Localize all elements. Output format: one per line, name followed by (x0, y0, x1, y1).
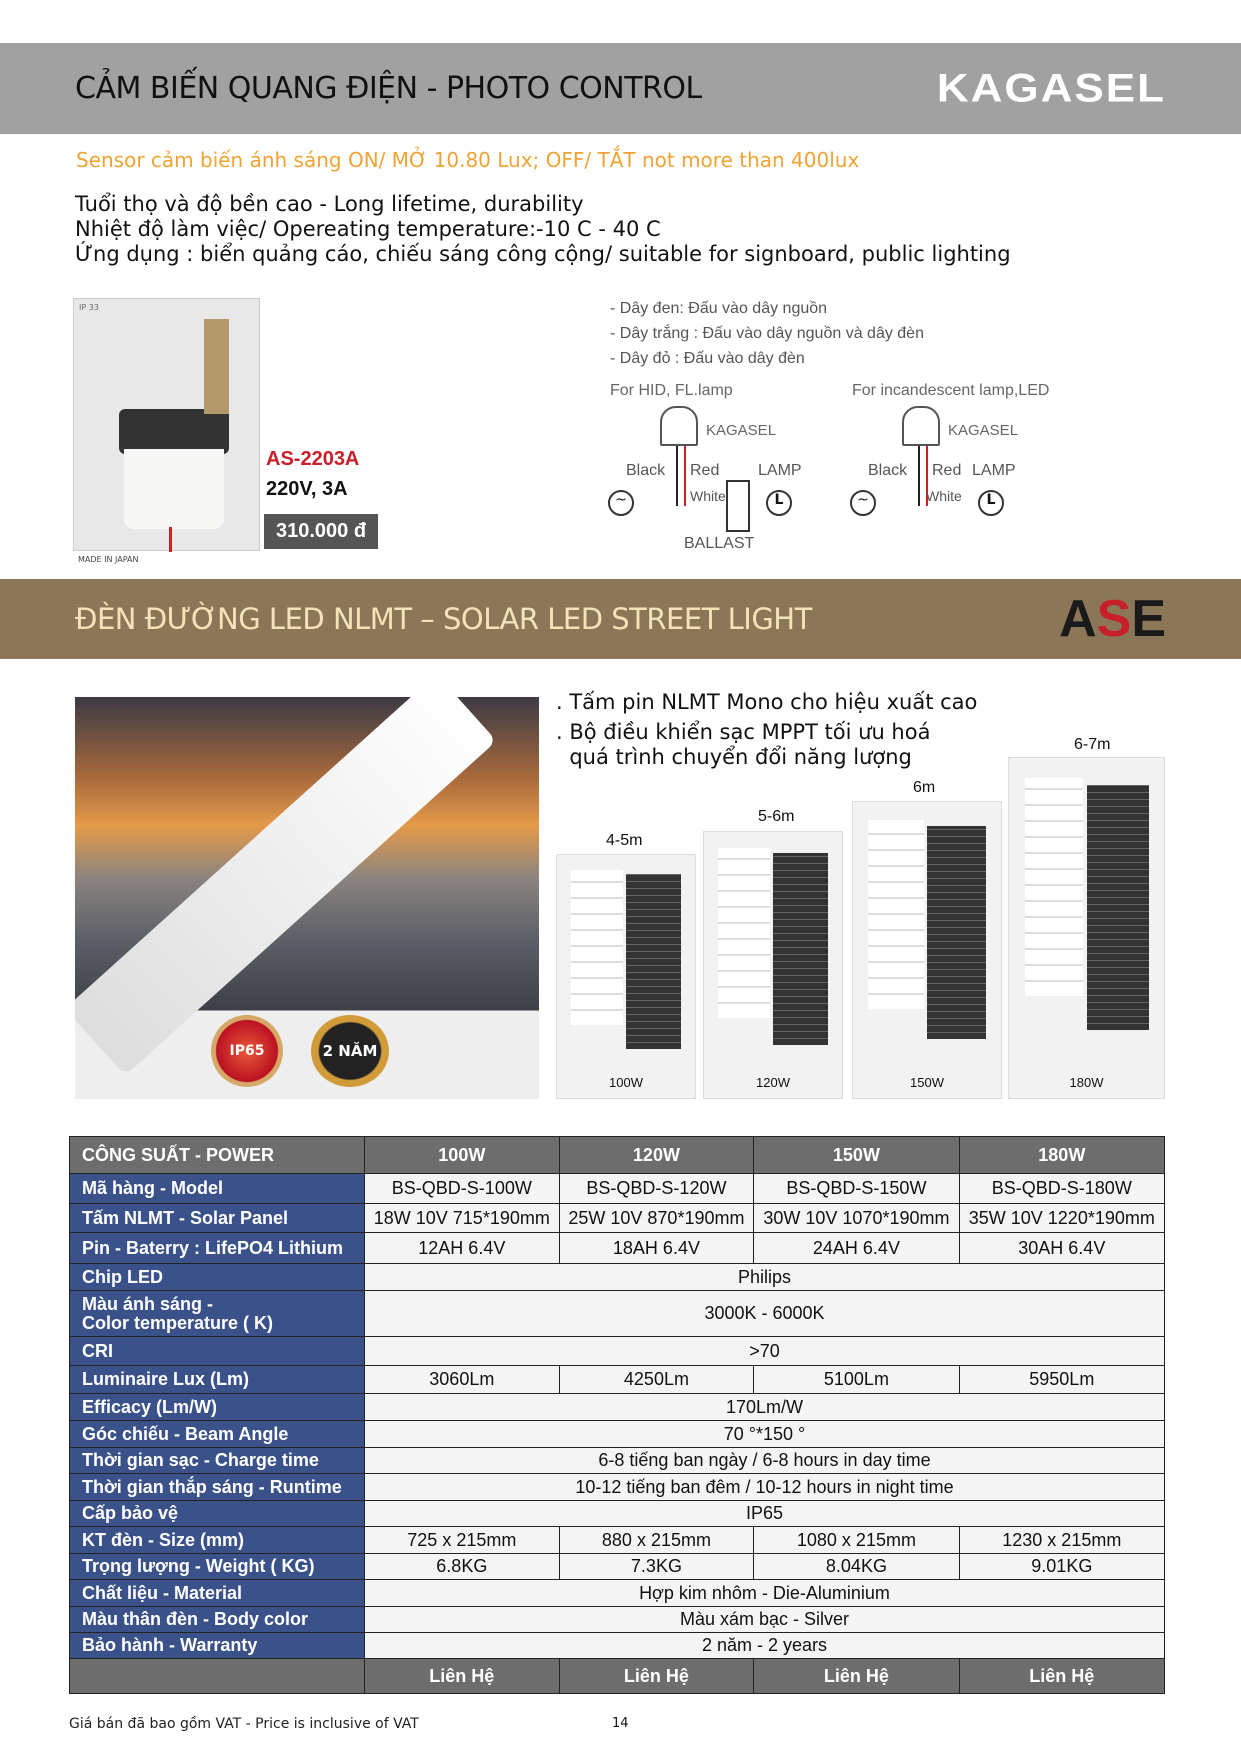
lamp-height: 4-5m (606, 832, 643, 849)
product-rating: 220V, 3A (266, 478, 348, 500)
cell-value: Hợp kim nhôm - Die-Aluminium (365, 1580, 1165, 1607)
cell-value: 18AH 6.4V (559, 1233, 754, 1264)
product-price: 310.000 đ (264, 514, 378, 549)
contact-button[interactable]: Liên Hệ (365, 1659, 560, 1694)
cell-value: Màu xám bạc - Silver (365, 1607, 1165, 1633)
cell-value: 1230 x 215mm (959, 1527, 1164, 1554)
table-row (70, 1204, 1165, 1233)
ase-logo: ASE (1059, 590, 1166, 648)
spec-table (69, 1136, 1165, 1694)
cell-value: 1080 x 215mm (754, 1527, 959, 1554)
row-label: Pin - Baterry : LifePO4 Lithium (70, 1233, 365, 1264)
wiring-diagram-incandescent: For incandescent lamp,LED KAGASEL Black Red LAMP White ~ L (850, 380, 1070, 560)
wiring-diagram-hid: For HID, FL.lamp KAGASEL Black Red White LAMP ~ L BALLAST (610, 382, 802, 552)
cell-value: 30AH 6.4V (959, 1233, 1164, 1264)
lamp-100w (556, 854, 696, 1099)
table-row (70, 1394, 1165, 1421)
cell-value: 170Lm/W (365, 1394, 1165, 1421)
table-row (70, 1554, 1165, 1580)
page-number: 14 (612, 1716, 629, 1731)
cell-value: 70 °*150 ° (365, 1421, 1165, 1448)
cell-value: 10-12 tiếng ban đêm / 10-12 hours in night time (365, 1474, 1165, 1501)
lamp-watt: 180W (1069, 1075, 1104, 1090)
table-row (70, 1337, 1165, 1366)
photo-control-image (73, 298, 260, 551)
cell-value: 5100Lm (754, 1366, 959, 1394)
row-label: Màu thân đèn - Body color (70, 1607, 365, 1633)
ip65-badge: IP65 (211, 1015, 283, 1087)
cell-value: BS-QBD-S-100W (365, 1174, 560, 1204)
wire-note: - Dây đỏ : Đấu vào dây đèn (610, 350, 805, 367)
cell-value: 6.8KG (365, 1554, 560, 1580)
label-red: Red (932, 462, 962, 479)
bullet-2: . Bộ điều khiển sạc MPPT tối ưu hoá (556, 720, 931, 744)
column-header: 100W (365, 1137, 560, 1174)
table-row (70, 1474, 1165, 1501)
diagram-title: For HID, FL.lamp (610, 382, 733, 399)
table-row (70, 1501, 1165, 1527)
lamp-symbol: L (766, 490, 792, 516)
contact-button[interactable]: Liên Hệ (959, 1659, 1164, 1694)
column-header: 120W (559, 1137, 754, 1174)
table-row (70, 1527, 1165, 1554)
row-label: Màu ánh sáng - Color temperature ( K) (70, 1291, 365, 1337)
cell-value: 12AH 6.4V (365, 1233, 560, 1264)
table-row (70, 1233, 1165, 1264)
label-white: White (926, 488, 962, 504)
lamp-watt: 100W (609, 1075, 643, 1090)
cell-value: >70 (365, 1337, 1165, 1366)
cell-value: 7.3KG (559, 1554, 754, 1580)
table-row (70, 1421, 1165, 1448)
diagram-brand: KAGASEL (706, 422, 777, 439)
row-label: Cấp bảo vệ (70, 1501, 365, 1527)
cell-value: BS-QBD-S-120W (559, 1174, 754, 1204)
diagram-brand: KAGASEL (948, 422, 1019, 439)
kagasel-logo: KAGASEL (936, 66, 1166, 111)
cell-value: 25W 10V 870*190mm (559, 1204, 754, 1233)
row-label: Thời gian thắp sáng - Runtime (70, 1474, 365, 1501)
cell-value: 9.01KG (959, 1554, 1164, 1580)
row-label: Góc chiếu - Beam Angle (70, 1421, 365, 1448)
table-header (70, 1137, 1165, 1174)
row-label: Trọng lượng - Weight ( KG) (70, 1554, 365, 1580)
lamp-watt: 120W (756, 1075, 790, 1090)
lamp-150w (852, 801, 1002, 1099)
lamp-watt: 150W (910, 1075, 944, 1090)
contact-button[interactable]: Liên Hệ (754, 1659, 959, 1694)
lamp-180w (1008, 757, 1165, 1099)
wire-note: - Dây trắng : Đấu vào dây nguồn và dây đèn (610, 325, 924, 342)
table-row (70, 1580, 1165, 1607)
cell-value: 30W 10V 1070*190mm (754, 1204, 959, 1233)
cell-value: 725 x 215mm (365, 1527, 560, 1554)
power-header: CÔNG SUẤT - POWER (70, 1137, 365, 1174)
section-title: ĐÈN ĐƯỜNG LED NLMT – SOLAR LED STREET LIGHT (75, 602, 812, 636)
lamp-height: 6m (913, 779, 936, 796)
row-label: KT đèn - Size (mm) (70, 1527, 365, 1554)
solar-street-light-image (75, 697, 539, 1099)
lamp-symbol: L (978, 490, 1004, 516)
feature-1: Tuổi thọ và độ bền cao - Long lifetime, durability (75, 192, 584, 216)
contact-button[interactable]: Liên Hệ (559, 1659, 754, 1694)
contact-row (70, 1659, 1165, 1694)
row-label: Chip LED (70, 1264, 365, 1291)
row-label: Luminaire Lux (Lm) (70, 1366, 365, 1394)
label-lamp: LAMP (972, 462, 1016, 479)
table-row (70, 1366, 1165, 1394)
label-lamp: LAMP (758, 462, 802, 479)
warranty-badge: 2 NĂM (311, 1015, 389, 1087)
table-row (70, 1633, 1165, 1659)
row-label: Bảo hành - Warranty (70, 1633, 365, 1659)
cell-value: BS-QBD-S-180W (959, 1174, 1164, 1204)
row-label: Tấm NLMT - Solar Panel (70, 1204, 365, 1233)
label-white: White (690, 488, 726, 504)
cell-value: 5950Lm (959, 1366, 1164, 1394)
column-header: 180W (959, 1137, 1164, 1174)
table-row (70, 1448, 1165, 1474)
table-row (70, 1291, 1165, 1337)
vat-note: Giá bán đã bao gồm VAT - Price is inclusive of VAT (69, 1716, 419, 1732)
sensor-spec: Sensor cảm biến ánh sáng ON/ MỞ 10.80 Lux; OFF/ TẮT not more than 400lux (76, 148, 860, 172)
cell-value: IP65 (365, 1501, 1165, 1527)
feature-3: Ứng dụng : biển quảng cáo, chiếu sáng công cộng/ suitable for signboard, public lighting (75, 242, 1011, 266)
diagram-title: For incandescent lamp,LED (852, 382, 1050, 399)
bullet-1: . Tấm pin NLMT Mono cho hiệu xuất cao (556, 690, 978, 714)
cell-value: 2 năm - 2 years (365, 1633, 1165, 1659)
cell-value: 6-8 tiếng ban ngày / 6-8 hours in day time (365, 1448, 1165, 1474)
table-row (70, 1174, 1165, 1204)
cell-value: 3000K - 6000K (365, 1291, 1165, 1337)
solar-light-header (0, 579, 1241, 659)
lamp-height: 5-6m (758, 808, 795, 825)
bullet-3: quá trình chuyển đổi năng lượng (556, 745, 912, 769)
lamp-height: 6-7m (1074, 736, 1111, 753)
cell-value: 3060Lm (365, 1366, 560, 1394)
cell-value: 18W 10V 715*190mm (365, 1204, 560, 1233)
row-label: Thời gian sạc - Charge time (70, 1448, 365, 1474)
row-label: Efficacy (Lm/W) (70, 1394, 365, 1421)
ip-label: IP 33 (79, 303, 99, 312)
lamp-120w (703, 831, 843, 1099)
made-in: MADE IN JAPAN (78, 555, 139, 564)
row-label: CRI (70, 1337, 365, 1366)
cell-value: 880 x 215mm (559, 1527, 754, 1554)
cell-value: 8.04KG (754, 1554, 959, 1580)
cell-value: 35W 10V 1220*190mm (959, 1204, 1164, 1233)
label-red: Red (690, 462, 720, 479)
column-header: 150W (754, 1137, 959, 1174)
photo-control-header (0, 43, 1241, 134)
cell-value: 24AH 6.4V (754, 1233, 959, 1264)
wiring-notes (610, 296, 924, 371)
feature-2: Nhiệt độ làm việc/ Opereating temperature:-10 C - 40 C (75, 217, 661, 241)
label-black: Black (868, 462, 908, 479)
label-black: Black (626, 462, 666, 479)
wire-note: - Dây đen: Đấu vào dây nguồn (610, 300, 828, 317)
label-ballast: BALLAST (684, 535, 755, 552)
cell-value: BS-QBD-S-150W (754, 1174, 959, 1204)
cell-value: 4250Lm (559, 1366, 754, 1394)
product-model: AS-2203A (266, 448, 360, 470)
table-row (70, 1607, 1165, 1633)
table-row (70, 1264, 1165, 1291)
cell-value: Philips (365, 1264, 1165, 1291)
row-label: Mã hàng - Model (70, 1174, 365, 1204)
row-label: Chất liệu - Material (70, 1580, 365, 1607)
section-title: CẢM BIẾN QUANG ĐIỆN - PHOTO CONTROL (75, 71, 702, 106)
